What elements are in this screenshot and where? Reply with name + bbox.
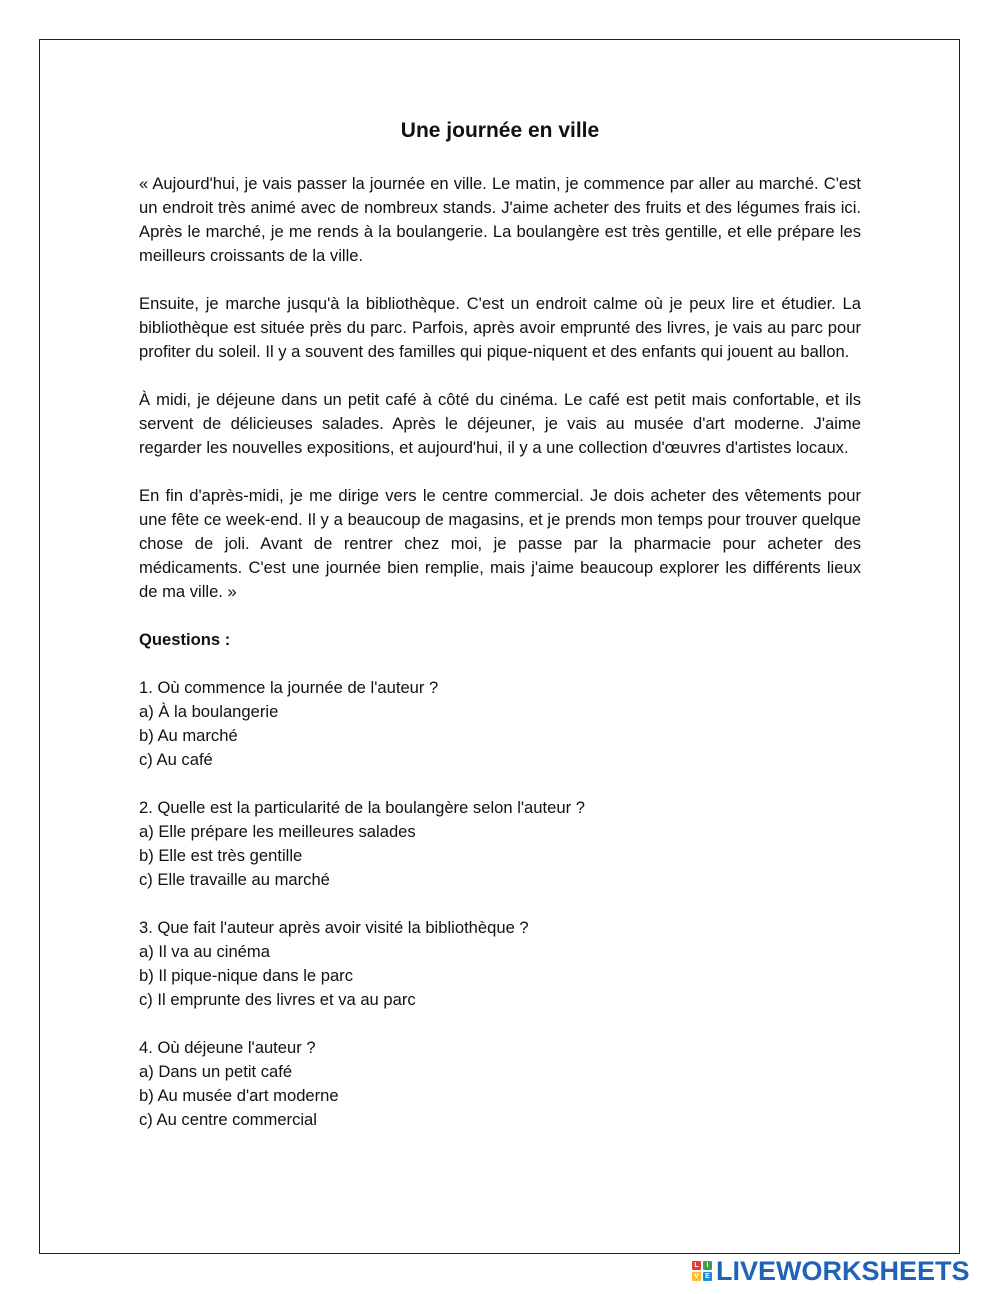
paragraph: À midi, je déjeune dans un petit café à côté du cinéma. Le café est petit mais confortable, et ils servent de délicieuses salades. Après le déjeuner, je vais au musée d'art moderne. J'aime regarder les nouvelles expositions, et aujourd'hui, il y a une collection d'œuvres d'artistes locaux. — [139, 390, 861, 457]
answer-option: c) Elle travaille au marché — [139, 870, 330, 889]
brand-name: LIVEWORKSHEETS — [716, 1255, 970, 1286]
answer-option: a) Elle prépare les meilleures salades — [139, 822, 416, 841]
answer-option: a) Il va au cinéma — [139, 942, 270, 961]
answer-option: c) Au centre commercial — [139, 1110, 317, 1129]
question-3 — [139, 916, 861, 1012]
logo-letter: E — [703, 1272, 712, 1281]
paragraph: « Aujourd'hui, je vais passer la journée en ville. Le matin, je commence par aller au marché. C'est un endroit très animé avec de nombreux stands. J'aime acheter des fruits et des légumes frais ici. Après le marché, je me rends à la boulangerie. La boulangère est très gentille, et elle prépare les meilleurs croissants de la ville. — [139, 174, 861, 265]
question-prompt: 3. Que fait l'auteur après avoir visité la bibliothèque ? — [139, 918, 529, 937]
paragraph: En fin d'après-midi, je me dirige vers le centre commercial. Je dois acheter des vêtements pour une fête ce week-end. Il y a beaucoup de magasins, et je prends mon temps pour trouver quelque chose de joli. Avant de rentrer chez moi, je passe par la pharmacie pour acheter des médicaments. C'est une journée bien remplie, mais j'aime beaucoup explorer les différents lieux de ma ville. » — [139, 486, 861, 601]
answer-option: b) Au musée d'art moderne — [139, 1086, 339, 1105]
answer-option: b) Elle est très gentille — [139, 846, 303, 865]
logo-letter: V — [692, 1272, 701, 1281]
question-prompt: 1. Où commence la journée de l'auteur ? — [139, 678, 439, 697]
question-2 — [139, 796, 861, 892]
answer-option: c) Au café — [139, 750, 213, 769]
logo-mark-icon — [692, 1261, 712, 1281]
paragraph: Ensuite, je marche jusqu'à la bibliothèque. C'est un endroit calme où je peux lire et étudier. La bibliothèque est située près du parc. Parfois, après avoir emprunté des livres, je vais au parc pour profiter du soleil. Il y a souvent des familles qui pique-niquent et des enfants qui jouent au ballon. — [139, 294, 861, 361]
answer-option: c) Il emprunte des livres et va au parc — [139, 990, 416, 1009]
worksheet-content — [139, 116, 861, 1156]
questions-heading: Questions : — [139, 630, 231, 649]
question-4 — [139, 1036, 861, 1132]
logo-letter: I — [703, 1261, 712, 1270]
logo-letter: L — [692, 1261, 701, 1270]
question-1 — [139, 676, 861, 772]
question-prompt: 4. Où déjeune l'auteur ? — [139, 1038, 316, 1057]
answer-option: a) Dans un petit café — [139, 1062, 293, 1081]
answer-option: b) Il pique-nique dans le parc — [139, 966, 354, 985]
document-title: Une journée en ville — [400, 119, 600, 142]
liveworksheets-logo[interactable] — [692, 1256, 970, 1286]
answer-option: a) À la boulangerie — [139, 702, 279, 721]
question-prompt: 2. Quelle est la particularité de la boulangère selon l'auteur ? — [139, 798, 585, 817]
answer-option: b) Au marché — [139, 726, 238, 745]
